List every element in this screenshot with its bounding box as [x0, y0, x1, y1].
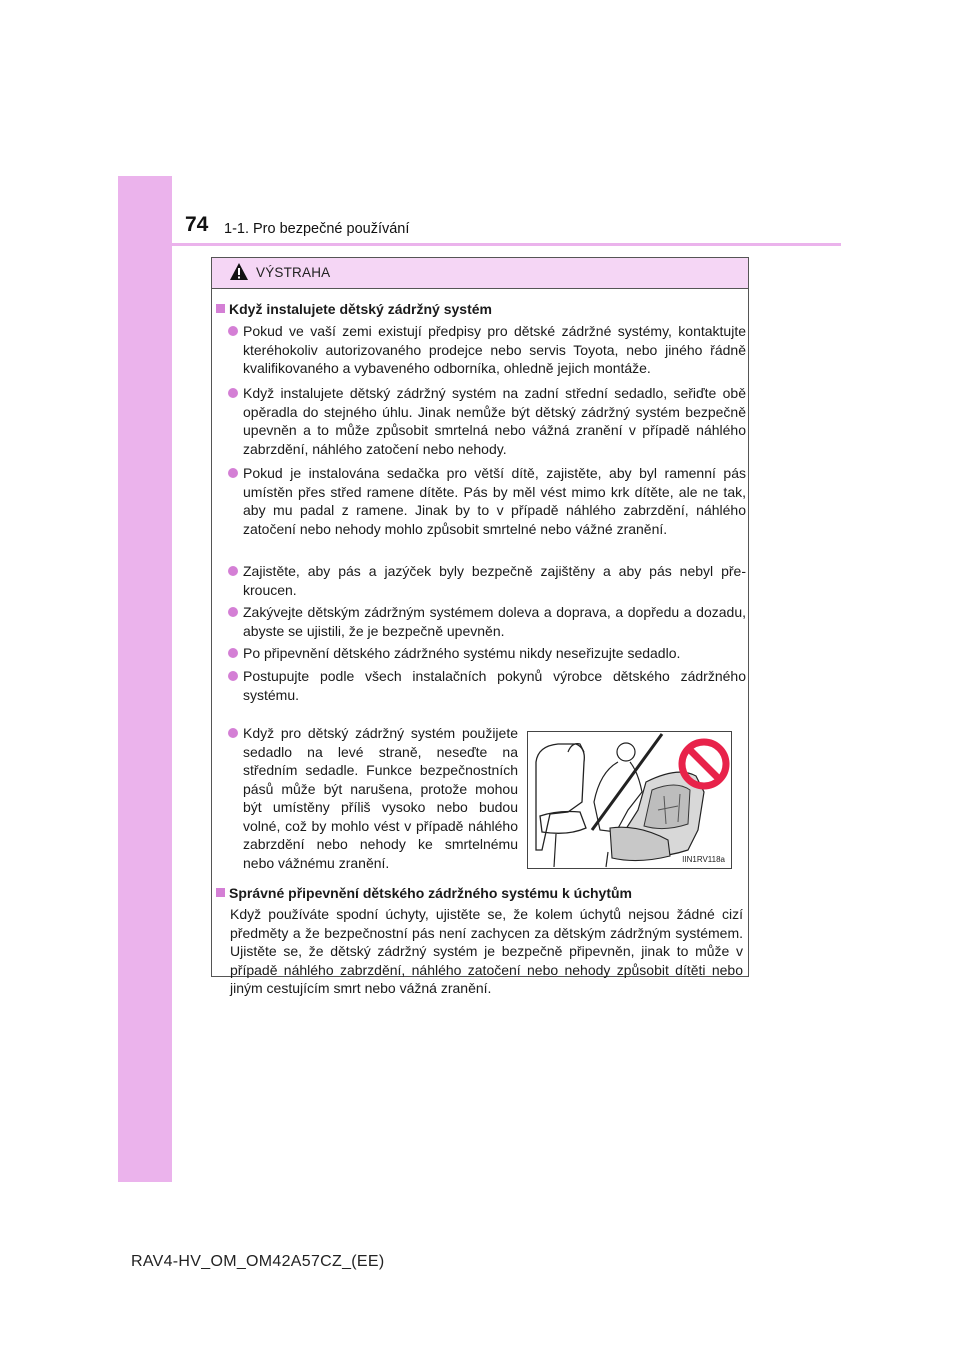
list-item: Když instalujete dětský zádržný systém na zadní střední sedadlo, seřiďte obě opěradla do stejného úhlu. Jinak nemůže být dětský zádržný systém bezpečně upevněn a to může způsobit smrtelná nebo vážná zranění v případě náhlého zabrzdění, náhlého zatočení nebo nehody. [228, 384, 746, 458]
subheading-anchors: Správné připevnění dětského zádržného systému k úchytům [216, 885, 632, 902]
warning-triangle-icon [229, 262, 249, 281]
child-seat-drawing [528, 732, 732, 869]
document-code: RAV4-HV_OM_OM42A57CZ_(EE) [131, 1253, 385, 1270]
warning-title: VÝSTRAHA [256, 265, 331, 280]
anchors-paragraph: Když používáte spodní úchyty, ujistěte se, že kolem úchytů nejsou žádné cizí předměty a že bezpečnostní pás není zachycen za dětským zádržným systémem. Ujistěte se, že dětský zádržný systém je bezpečně připevněn, jinak to může v případě náhlého zabrzdění, náhlého zatočení nebo nehody způsobit dítěti nebo jiným cestujícím smrt nebo vážná zranění. [230, 906, 743, 996]
figure-code: IIN1RV118a [682, 855, 725, 864]
square-bullet-icon [216, 304, 225, 313]
round-bullet-icon [228, 326, 238, 336]
round-bullet-icon [228, 566, 238, 576]
warning-box [211, 257, 749, 996]
round-bullet-icon [228, 607, 238, 617]
subheading-installing: Když instalujete dětský zádržný systém [216, 301, 492, 318]
list-item: Postupujte podle všech instalačních pokynů výrobce dětského zádržného systému. [228, 667, 746, 704]
chapter-sidebar-tab [118, 176, 172, 1182]
list-item: Pokud ve vaší zemi existují předpisy pro dětské zádržné systémy, kontaktujte kteréhokoliv autorizovaného prodejce nebo servis Toyota, nebo jiného řádně kvalifikovaného a vybaveného odborníka, ohledně jejich montáže. [228, 322, 746, 378]
round-bullet-icon [228, 388, 238, 398]
section-title: 1-1. Pro bezpečné používání [224, 221, 410, 237]
header-rule [172, 243, 841, 246]
child-seat-illustration [527, 731, 732, 869]
list-item: Když pro dětský zádržný systém použijete sedadlo na levé straně, neseďte na středním sedadle. Funkce bezpečnostních pásů může být narušena, protože mohou být umístěny příliš vysoko nebo budou volné, což by mohlo vést v případě náhlého zabrzdění nebo nehody ke smrtelnému nebo vážnému zranění. [228, 724, 518, 872]
square-bullet-icon [216, 888, 225, 897]
warning-header [212, 258, 748, 289]
round-bullet-icon [228, 648, 238, 658]
round-bullet-icon [228, 468, 238, 478]
list-item: Pokud je instalována sedačka pro větší dítě, zajistěte, aby byl ramenní pás umístěn přes střed ramene dítěte. Pás by měl vést mimo krk dítěte, ale ne tak, aby mu padal z ramene. Jinak by to v případě náhlého zabrzdění, náhlého zatočení nebo nehody mohlo způsobit smrtelné nebo vážné zranění. [228, 464, 746, 538]
page-number: 74 [185, 213, 209, 236]
list-item: Zajistěte, aby pás a jazýček byly bezpečně zajištěny a aby pás nebyl překroucen. [228, 562, 746, 599]
round-bullet-icon [228, 728, 238, 738]
list-item: Zakývejte dětským zádržným systémem doleva a doprava, a dopředu a dozadu, abyste se ujistili, že je bezpečně upevněn. [228, 603, 746, 640]
list-item: Po připevnění dětského zádržného systému nikdy neseřizujte sedadlo. [228, 644, 746, 663]
round-bullet-icon [228, 671, 238, 681]
